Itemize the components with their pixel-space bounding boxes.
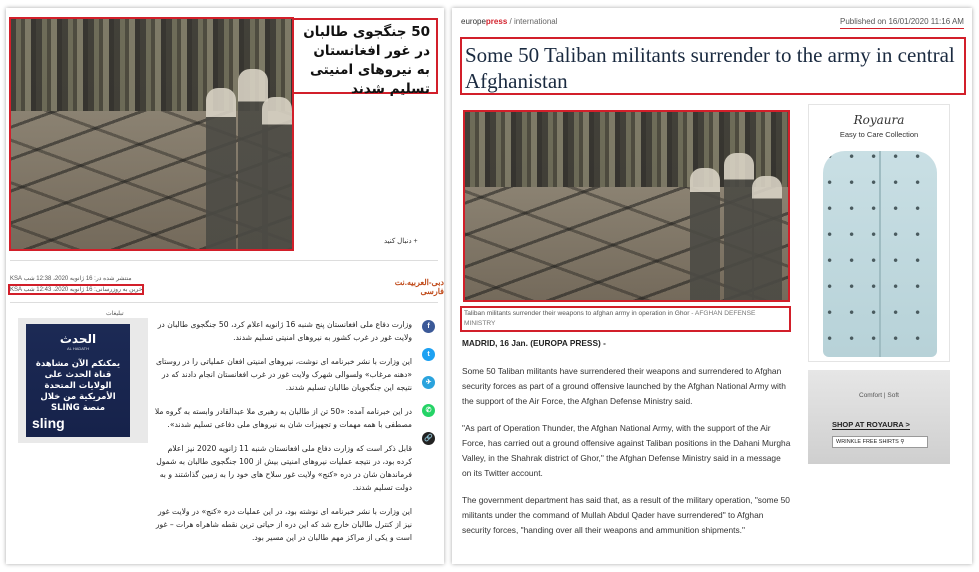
paragraph: وزارت دفاع ملی افغانستان پنج شنبه 16 ژانویه اعلام کرد، 50 جنگجوی طالبان در ولایت غور در غرب کشور به نیروهای امنیتی تسلیم شدند. [157, 320, 412, 342]
article-headline: 50 جنگجوی طالبان در غور افغانستان به نیروهای امنیتی تسلیم شدند [292, 18, 438, 94]
search-icon: ⚲ [900, 439, 905, 445]
ad-brand: Royaura [853, 113, 905, 127]
divider [10, 302, 438, 303]
article-source[interactable]: دبی-العربیه.نت فارسی [394, 278, 444, 296]
whatsapp-icon[interactable]: ✆ [422, 404, 435, 417]
photo-caption [460, 306, 791, 332]
plus-icon: + [411, 238, 418, 245]
paragraph: The government department has said that, as a result of the military operation, "some 50 militants under the command of Mullah Abdul Qader have surrendered" to Afghan security forces, "handing over all their weapons and ammunition shipments." [462, 495, 790, 535]
photo-highlight-box [9, 17, 294, 251]
caption-text: Taliban militants surrender their weapons to afghan army in operation in Ghor [464, 310, 690, 317]
paragraph: این وزارت با نشر خبرنامه ای نوشته بود، در این عملیات دره «کنج» در ولایت غور نیز از کنترل طالبان خارج شد که این دره از حیاتی ترین نقطه شاهراه هرات – غور است و یکی از مراکز مهم طالبان در این مسیر بود. [155, 507, 412, 542]
advertisement[interactable] [18, 318, 148, 443]
ad-banner[interactable] [26, 324, 130, 437]
ad-label: Comfort | Soft [859, 392, 899, 399]
brand-europe: europe [461, 17, 486, 26]
twitter-icon[interactable]: t [422, 348, 435, 361]
ad-search-box[interactable] [832, 436, 928, 448]
published-time: Published on 16/01/2020 11:16 AM [840, 17, 964, 29]
breadcrumb-section[interactable]: / international [507, 17, 558, 26]
arabic-article-panel [6, 8, 444, 564]
telegram-icon[interactable]: ✈ [422, 376, 435, 389]
updated-time: آخرین به روزرسانی: 16 ژانویه 2020، 12:43 شب KSA [10, 287, 145, 293]
updated-highlight-box [8, 284, 144, 295]
paragraph: Some 50 Taliban militants have surrendered their weapons and surrendered to Afghan security forces as part of a ground offensive launched by the Afghan National Army with the support of the Air Force, the Afghan Defense Ministry said. [462, 366, 786, 406]
paragraph: "As part of Operation Thunder, the Afghan National Army, with the support of the Air Force, has carried out a ground offensive against Taliban positions in the Dahani Murgha Valley, in the Shahrak district of Ghor," the Afghan Defense Ministry said in a message on its Twitter account. [462, 423, 791, 478]
ad-text: يمكنكم الآن مشاهدة قناة الحدث على الولايات المتحدة الأمريكية من خلال منصة SLING [35, 359, 121, 413]
brand-press: press [485, 17, 508, 26]
share-bar [422, 320, 438, 460]
sling-logo: sling [32, 415, 65, 431]
caption-credit: - AFGHAN DEFENSE MINISTRY [464, 310, 756, 327]
site-brand[interactable] [461, 17, 558, 26]
follow-label: دنبال کنید [384, 238, 412, 245]
shop-advertisement[interactable] [808, 370, 950, 464]
ad-logo: الحدث [59, 332, 97, 346]
ad-tagline: Easy to Care Collection [839, 130, 919, 139]
dateline: MADRID, 16 Jan. (EUROPA PRESS) - [462, 338, 606, 348]
ad-logo-sub: AL HADATH [66, 346, 89, 351]
article-headline: Some 50 Taliban militants surrender to the army in central Afghanistan [460, 37, 966, 95]
published-time: منتشر شده در: 16 ژانویه 2020، 12:38 شب KSA [10, 276, 132, 282]
ad-label: تبلیغات [106, 311, 124, 317]
shop-link[interactable]: SHOP AT ROYAURA > [832, 420, 910, 429]
facebook-icon[interactable]: f [422, 320, 435, 333]
follow-button[interactable] [384, 237, 418, 245]
photo-highlight-box [463, 110, 790, 302]
divider [10, 260, 438, 261]
ad-search-text: WRINKLE FREE SHIRTS [836, 439, 899, 445]
paragraph: قابل ذکر است که وزارت دفاع ملی افغانستان شنبه 11 ژانویه 2020 نیز اعلام کرده بود، در نتیجه عملیات نیروهای امنیتی بیش از 100 جنگجوی طالبان به شمول فرماندهان شان در دره «کنج» ولایت غور سلاح های خود را به زمین گذاشتند و به دولت تسلیم شدند. [156, 444, 412, 492]
paragraph: این وزارت با نشر خبرنامه ای نوشت، نیروهای امنیتی افغان عملیاتی را در روستای «دهنه مرغاب» ولسوالی شهرک ولایت غور در غرب افغانستان انجام دادند که در نتیجه این جنگجویان طالبان تسلیم شدند. [155, 357, 412, 392]
shirt-image [823, 151, 937, 357]
paragraph: در این خبرنامه آمده: «50 تن از طالبان به رهبری ملا عبدالقادر وابسته به گروه ملا مصطفی با همه مهمات و تجهیزات شان به نیروهای ملی دفاعی تسلیم شدند». [154, 407, 412, 429]
europapress-article-panel [452, 8, 972, 564]
shirt-advertisement[interactable] [808, 104, 950, 362]
article-body [154, 318, 412, 555]
article-body [462, 364, 792, 550]
copy-link-icon[interactable]: 🔗 [422, 432, 435, 445]
